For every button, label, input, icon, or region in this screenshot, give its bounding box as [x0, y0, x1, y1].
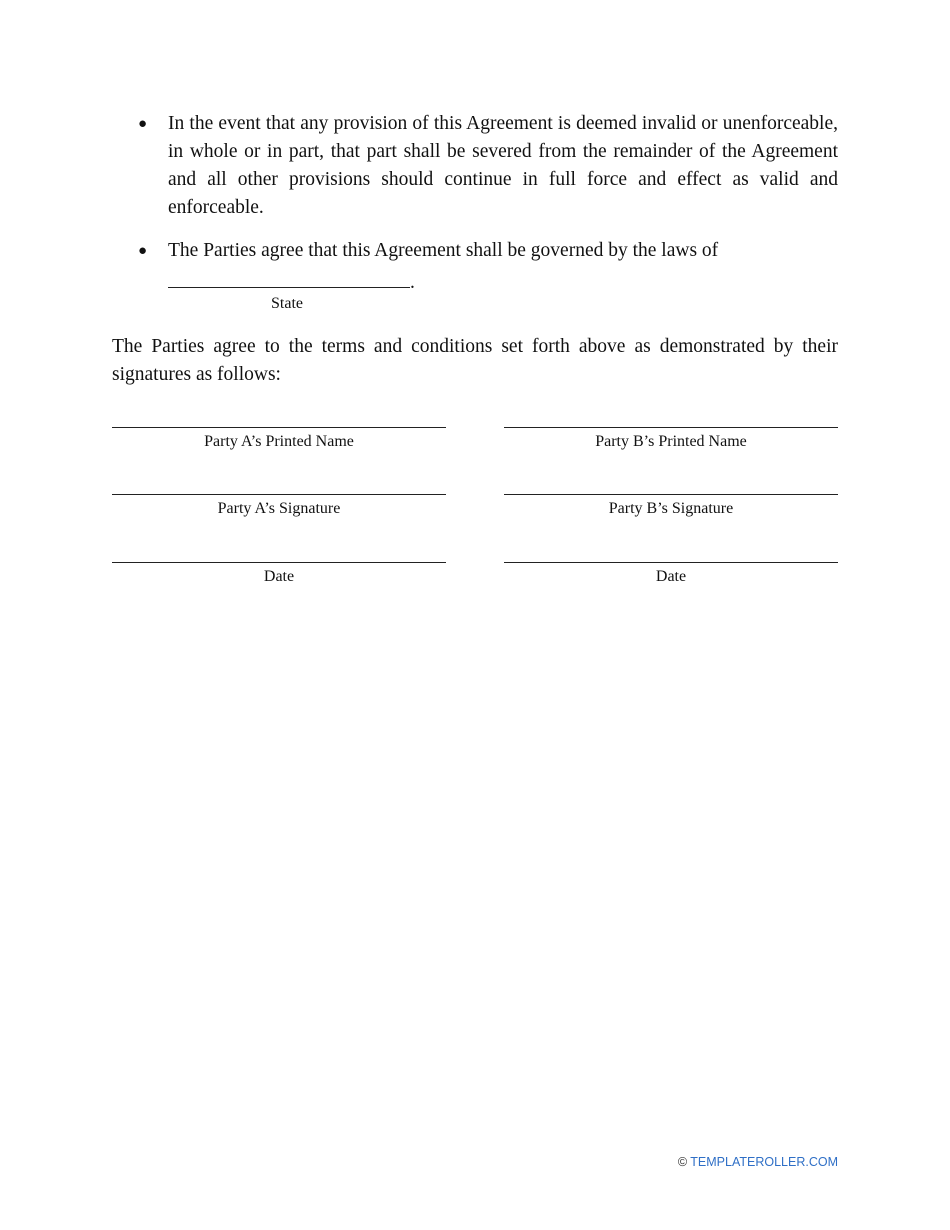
bullet-severability: [112, 110, 838, 222]
state-caption: State: [271, 295, 303, 312]
party-b-signature-block: [504, 494, 838, 518]
party-b-date-line[interactable]: [504, 562, 838, 563]
party-b-printed-name-label: Party B’s Printed Name: [595, 433, 747, 450]
bullet-text: [168, 237, 838, 297]
copyright-icon: ©: [677, 1155, 688, 1169]
party-a-date-label: Date: [263, 568, 295, 585]
party-b-date-block: [504, 562, 838, 586]
party-a-date-line[interactable]: [112, 562, 446, 563]
party-a-printed-name-block: [112, 427, 446, 451]
party-a-printed-name-line[interactable]: [112, 427, 446, 428]
party-b-signature-label: Party B’s Signature: [608, 500, 734, 517]
agreement-paragraph: The Parties agree to the terms and conditions set forth above as demonstrated by their signatures as follows:: [112, 336, 838, 385]
party-a-date-block: [112, 562, 446, 586]
party-b-date-label: Date: [655, 568, 687, 585]
party-a-printed-name-label: Party A’s Printed Name: [204, 433, 354, 450]
party-b-printed-name-line[interactable]: [504, 427, 838, 428]
bullet-governing-law: [112, 237, 838, 297]
party-a-signature-block: [112, 494, 446, 518]
templateroller-link[interactable]: TEMPLATEROLLER.COM: [690, 1155, 838, 1169]
party-a-signature-line[interactable]: [112, 494, 446, 495]
footer-copyright: [678, 1155, 838, 1169]
bullet-text: In the event that any provision of this Agreement is deemed invalid or unenforceable, in whole or in part, that part shall be severed from the remainder of the Agreement and all other provisions should continue in full force and effect as valid and enforceable.: [168, 113, 838, 218]
state-period: .: [410, 272, 415, 293]
governing-law-text: The Parties agree that this Agreement shall be governed by the laws of: [168, 240, 719, 261]
bullet-dot: ●: [138, 243, 148, 259]
party-b-signature-line[interactable]: [504, 494, 838, 495]
party-a-signature-label: Party A’s Signature: [217, 500, 341, 517]
state-blank-line[interactable]: [168, 265, 410, 288]
bullet-dot: ●: [138, 116, 148, 132]
party-b-printed-name-block: [504, 427, 838, 451]
